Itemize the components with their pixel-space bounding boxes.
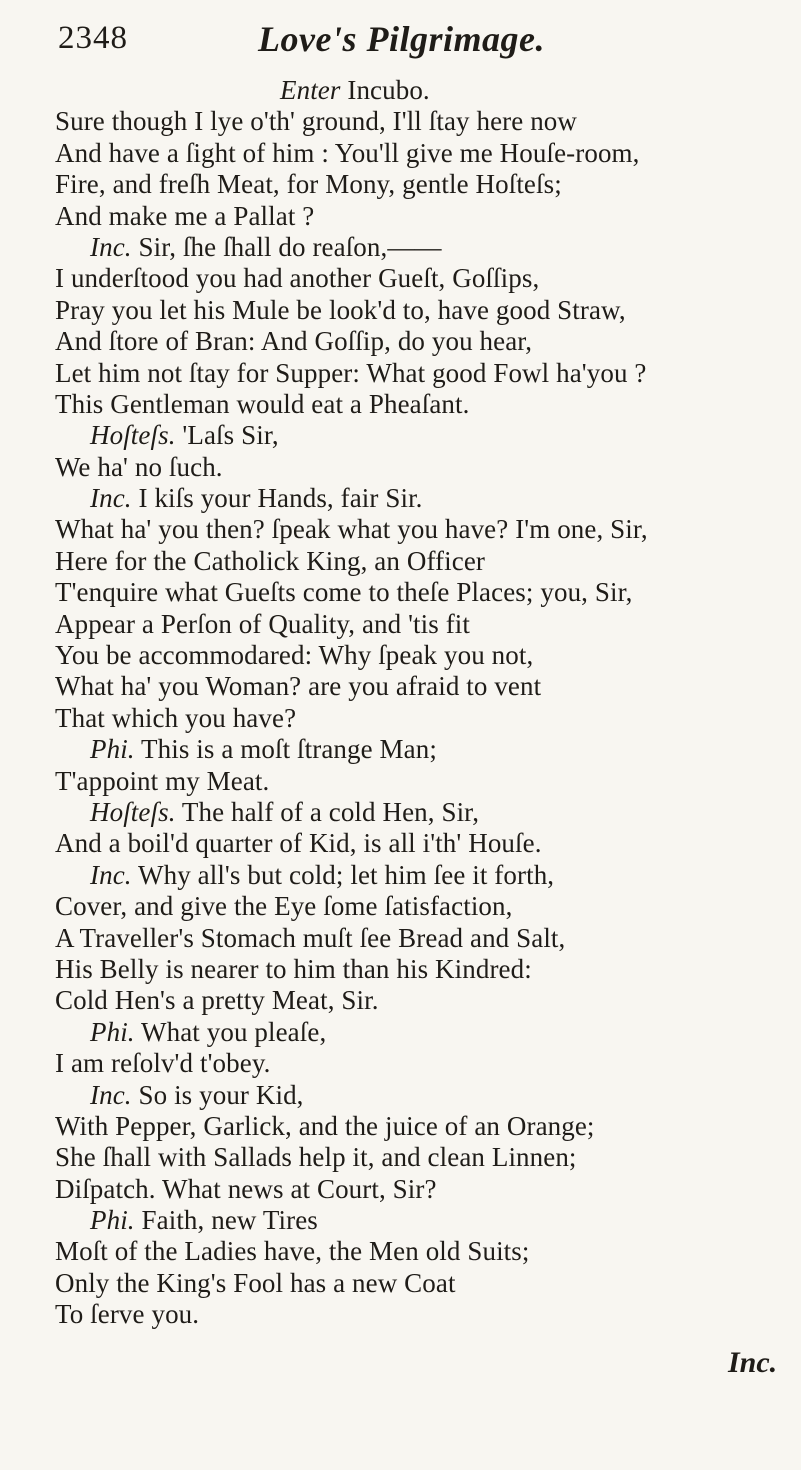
verse-line: A Traveller's Stomach muſt ſee Bread and Salt,	[55, 922, 566, 953]
verse-line: Inc. So is your Kid,	[90, 1079, 304, 1110]
verse-line: We ha' no ſuch.	[55, 451, 223, 482]
speaker-label: Hoſteſs.	[90, 420, 176, 451]
verse-line: Fire, and freſh Meat, for Mony, gentle Hoſteſs;	[55, 169, 562, 200]
verse-line: To ſerve you.	[55, 1299, 200, 1330]
stage-direction-verb: Enter	[280, 75, 341, 105]
verse-line: Inc. Why all's but cold; let him ſee it forth,	[90, 859, 555, 890]
verse-line: And ſtore of Bran: And Goſſip, do you hear,	[55, 326, 533, 357]
running-title: Love's Pilgrimage.	[258, 19, 545, 59]
speaker-label: Phi.	[90, 734, 135, 765]
page-header	[58, 14, 748, 64]
page-number: 2348	[58, 20, 128, 56]
verse-line: Hoſteſs. 'Laſs Sir,	[90, 420, 279, 451]
speaker-label: Phi.	[90, 1016, 135, 1047]
speaker-label: Inc.	[90, 1079, 132, 1110]
verse-line: Phi. Faith, new Tires	[90, 1205, 318, 1236]
stage-direction-name: Incubo.	[347, 75, 430, 105]
verse-line: And have a ſight of him : You'll give me Houſe-room,	[55, 137, 640, 168]
verse-line: Appear a Perſon of Quality, and 'tis fit	[55, 608, 471, 639]
verse-line: T'appoint my Meat.	[55, 765, 270, 796]
verse-line: Moſt of the Ladies have, the Men old Suits;	[55, 1236, 530, 1267]
verse-line: This Gentleman would eat a Pheaſant.	[55, 388, 470, 419]
verse-line: T'enquire what Gueſts come to theſe Places; you, Sir,	[55, 577, 633, 608]
verse-line: She ſhall with Sallads help it, and clean Linnen;	[55, 1142, 577, 1173]
verse-line: With Pepper, Garlick, and the juice of an Orange;	[55, 1110, 595, 1141]
catchword: Inc.	[728, 1346, 778, 1379]
verse-line: Only the King's Fool has a new Coat	[55, 1267, 456, 1298]
verse-line: And make me a Pallat ?	[55, 200, 315, 231]
play-text	[55, 75, 775, 1331]
speaker-label: Phi.	[90, 1205, 135, 1236]
verse-line: Phi. What you pleaſe,	[90, 1016, 327, 1047]
speaker-label: Hoſteſs.	[90, 796, 176, 827]
speaker-label: Inc.	[90, 483, 132, 514]
stage-direction	[55, 75, 775, 106]
speaker-label: Inc.	[90, 859, 132, 890]
verse-line: Pray you let his Mule be look'd to, have good Straw,	[55, 294, 626, 325]
verse-line: Let him not ſtay for Supper: What good Fowl ha'you ?	[55, 357, 647, 388]
verse-line: Hoſteſs. The half of a cold Hen, Sir,	[90, 796, 480, 827]
verse-line: Here for the Catholick King, an Officer	[55, 545, 485, 576]
verse-line: And a boil'd quarter of Kid, is all i'th' Houſe.	[55, 828, 542, 859]
verse-line: Cold Hen's a pretty Meat, Sir.	[55, 985, 379, 1016]
verse-line: Phi. This is a moſt ſtrange Man;	[90, 734, 437, 765]
verse-line: Cover, and give the Eye ſome ſatisfaction,	[55, 891, 513, 922]
verse-line: Diſpatch. What news at Court, Sir?	[55, 1173, 437, 1204]
verse-line: Inc. I kiſs your Hands, fair Sir.	[90, 483, 423, 514]
verse-line: I underſtood you had another Gueſt, Goſſips,	[55, 263, 540, 294]
verse-line: Sure though I lye o'th' ground, I'll ſtay here now	[55, 106, 577, 137]
verse-line: His Belly is nearer to him than his Kindred:	[55, 953, 532, 984]
verse-line: What ha' you then? ſpeak what you have? I'm one, Sir,	[55, 514, 648, 545]
verse-line: That which you have?	[55, 702, 297, 733]
speaker-label: Inc.	[90, 231, 132, 262]
verse-line: You be accommodared: Why ſpeak you not,	[55, 640, 534, 671]
verse-line: I am reſolv'd t'obey.	[55, 1048, 271, 1079]
verse-line: Inc. Sir, ſhe ſhall do reaſon,——	[90, 231, 442, 262]
verse-line: What ha' you Woman? are you afraid to vent	[55, 671, 542, 702]
